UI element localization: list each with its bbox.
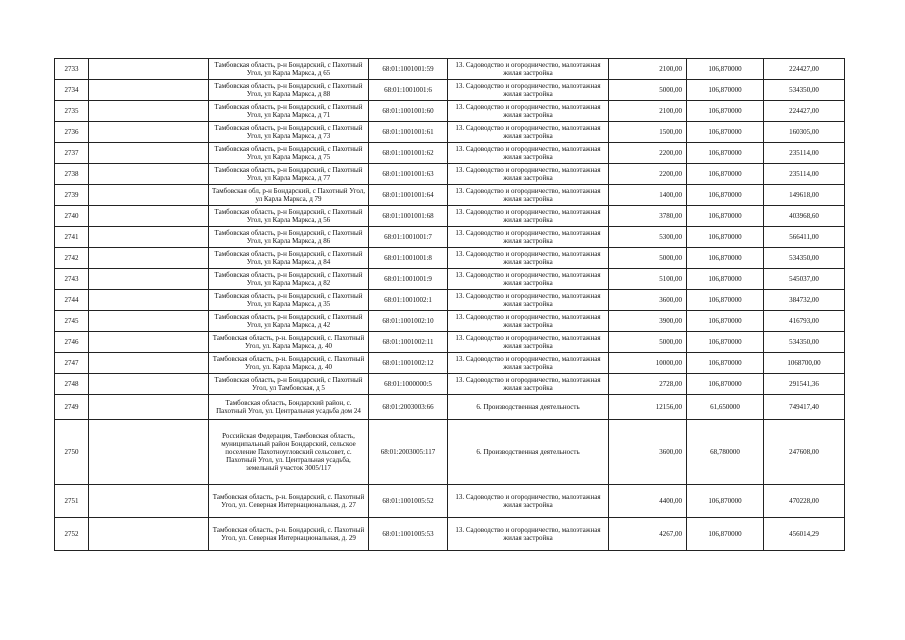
land-use-cell: 13. Садоводство и огородничество, малоэтажная жилая застройка bbox=[448, 311, 609, 332]
address-cell: Тамбовская область, р-н. Бондарский, с. Пахотный Угол, ул. Северная Интернациональная, д. 27 bbox=[209, 485, 369, 518]
spacer-cell bbox=[89, 374, 209, 395]
cadastral-number-cell: 68:01:1001005:53 bbox=[369, 518, 448, 551]
row-number-cell: 2734 bbox=[55, 80, 89, 101]
land-use-cell: 13. Садоводство и огородничество, малоэтажная жилая застройка bbox=[448, 185, 609, 206]
table-row bbox=[55, 101, 845, 122]
area-cell: 5000,00 bbox=[609, 248, 687, 269]
table-row bbox=[55, 395, 845, 420]
land-use-cell: 13. Садоводство и огородничество, малоэтажная жилая застройка bbox=[448, 485, 609, 518]
area-cell: 5000,00 bbox=[609, 332, 687, 353]
specific-value-cell: 106,870000 bbox=[687, 227, 764, 248]
spacer-cell bbox=[89, 59, 209, 80]
cadastral-number-cell: 68:01:1001002:11 bbox=[369, 332, 448, 353]
cadastral-value-table bbox=[54, 58, 845, 551]
cadastral-value-cell: 470228,00 bbox=[764, 485, 845, 518]
cadastral-value-cell: 224427,00 bbox=[764, 59, 845, 80]
table-row bbox=[55, 227, 845, 248]
area-cell: 4400,00 bbox=[609, 485, 687, 518]
area-cell: 2728,00 bbox=[609, 374, 687, 395]
spacer-cell bbox=[89, 143, 209, 164]
table-row bbox=[55, 206, 845, 227]
specific-value-cell: 106,870000 bbox=[687, 518, 764, 551]
land-use-cell: 13. Садоводство и огородничество, малоэтажная жилая застройка bbox=[448, 164, 609, 185]
area-cell: 5300,00 bbox=[609, 227, 687, 248]
address-cell: Тамбовская область, р-н Бондарский, с Пахотный Угол, ул Карла Маркса, д 42 bbox=[209, 311, 369, 332]
land-use-cell: 13. Садоводство и огородничество, малоэтажная жилая застройка bbox=[448, 518, 609, 551]
address-cell: Тамбовская область, р-н Бондарский, с Пахотный Угол, ул Карла Маркса, д 82 bbox=[209, 269, 369, 290]
cadastral-number-cell: 68:01:1001001:63 bbox=[369, 164, 448, 185]
specific-value-cell: 106,870000 bbox=[687, 59, 764, 80]
row-number-cell: 2750 bbox=[55, 420, 89, 485]
table-row bbox=[55, 290, 845, 311]
land-use-cell: 13. Садоводство и огородничество, малоэтажная жилая застройка bbox=[448, 248, 609, 269]
row-number-cell: 2733 bbox=[55, 59, 89, 80]
cadastral-number-cell: 68:01:1001002:10 bbox=[369, 311, 448, 332]
land-use-cell: 13. Садоводство и огородничество, малоэтажная жилая застройка bbox=[448, 269, 609, 290]
cadastral-number-cell: 68:01:1001001:9 bbox=[369, 269, 448, 290]
cadastral-value-cell: 456014,29 bbox=[764, 518, 845, 551]
row-number-cell: 2747 bbox=[55, 353, 89, 374]
spacer-cell bbox=[89, 122, 209, 143]
spacer-cell bbox=[89, 420, 209, 485]
cadastral-number-cell: 68:01:1000000:5 bbox=[369, 374, 448, 395]
address-cell: Тамбовская обл, р-н Бондарский, с Пахотный Угол, ул Карла Маркса, д 79 bbox=[209, 185, 369, 206]
table-row bbox=[55, 353, 845, 374]
row-number-cell: 2746 bbox=[55, 332, 89, 353]
specific-value-cell: 106,870000 bbox=[687, 374, 764, 395]
table-row bbox=[55, 374, 845, 395]
table-row bbox=[55, 420, 845, 485]
row-number-cell: 2736 bbox=[55, 122, 89, 143]
specific-value-cell: 106,870000 bbox=[687, 101, 764, 122]
area-cell: 4267,00 bbox=[609, 518, 687, 551]
spacer-cell bbox=[89, 206, 209, 227]
address-cell: Тамбовская область, р-н Бондарский, с Пахотный Угол, ул Карла Маркса, д 65 bbox=[209, 59, 369, 80]
land-use-cell: 13. Садоводство и огородничество, малоэтажная жилая застройка bbox=[448, 374, 609, 395]
address-cell: Тамбовская область, р-н Бондарский, с Пахотный Угол, ул Карла Маркса, д 35 bbox=[209, 290, 369, 311]
land-use-cell: 13. Садоводство и огородничество, малоэтажная жилая застройка bbox=[448, 59, 609, 80]
land-use-cell: 13. Садоводство и огородничество, малоэтажная жилая застройка bbox=[448, 332, 609, 353]
area-cell: 2100,00 bbox=[609, 59, 687, 80]
row-number-cell: 2745 bbox=[55, 311, 89, 332]
spacer-cell bbox=[89, 311, 209, 332]
specific-value-cell: 106,870000 bbox=[687, 485, 764, 518]
land-use-cell: 13. Садоводство и огородничество, малоэтажная жилая застройка bbox=[448, 290, 609, 311]
land-use-cell: 13. Садоводство и огородничество, малоэтажная жилая застройка bbox=[448, 227, 609, 248]
table-row bbox=[55, 59, 845, 80]
row-number-cell: 2739 bbox=[55, 185, 89, 206]
cadastral-value-cell: 749417,40 bbox=[764, 395, 845, 420]
address-cell: Тамбовская область, р-н Бондарский, с Пахотный Угол, ул Карла Маркса, д 73 bbox=[209, 122, 369, 143]
cadastral-value-cell: 566411,00 bbox=[764, 227, 845, 248]
specific-value-cell: 68,780000 bbox=[687, 420, 764, 485]
address-cell: Тамбовская область, р-н Бондарский, с Пахотный Угол, ул Карла Маркса, д 86 bbox=[209, 227, 369, 248]
specific-value-cell: 106,870000 bbox=[687, 164, 764, 185]
cadastral-number-cell: 68:01:1001001:8 bbox=[369, 248, 448, 269]
spacer-cell bbox=[89, 395, 209, 420]
spacer-cell bbox=[89, 332, 209, 353]
table-row bbox=[55, 164, 845, 185]
address-cell: Тамбовская область, р-н Бондарский, с Пахотный Угол, ул Тамбовская, д 5 bbox=[209, 374, 369, 395]
cadastral-value-cell: 384732,00 bbox=[764, 290, 845, 311]
cadastral-value-cell: 235114,00 bbox=[764, 143, 845, 164]
cadastral-number-cell: 68:01:1001002:1 bbox=[369, 290, 448, 311]
table-row bbox=[55, 311, 845, 332]
cadastral-value-cell: 534350,00 bbox=[764, 248, 845, 269]
cadastral-number-cell: 68:01:2003005:117 bbox=[369, 420, 448, 485]
row-number-cell: 2741 bbox=[55, 227, 89, 248]
area-cell: 1500,00 bbox=[609, 122, 687, 143]
spacer-cell bbox=[89, 485, 209, 518]
cadastral-number-cell: 68:01:1001002:12 bbox=[369, 353, 448, 374]
cadastral-value-cell: 403968,60 bbox=[764, 206, 845, 227]
cadastral-value-cell: 291541,36 bbox=[764, 374, 845, 395]
address-cell: Тамбовская область, Бондарский район, с. Пахотный Угол, ул. Центральная усадьба дом 24 bbox=[209, 395, 369, 420]
row-number-cell: 2751 bbox=[55, 485, 89, 518]
specific-value-cell: 106,870000 bbox=[687, 269, 764, 290]
specific-value-cell: 106,870000 bbox=[687, 80, 764, 101]
cadastral-value-cell: 534350,00 bbox=[764, 80, 845, 101]
row-number-cell: 2740 bbox=[55, 206, 89, 227]
table-row bbox=[55, 269, 845, 290]
area-cell: 3900,00 bbox=[609, 311, 687, 332]
cadastral-number-cell: 68:01:1001001:61 bbox=[369, 122, 448, 143]
area-cell: 5100,00 bbox=[609, 269, 687, 290]
address-cell: Тамбовская область, р-н Бондарский, с Пахотный Угол, ул Карла Маркса, д 77 bbox=[209, 164, 369, 185]
cadastral-number-cell: 68:01:1001001:64 bbox=[369, 185, 448, 206]
spacer-cell bbox=[89, 290, 209, 311]
spacer-cell bbox=[89, 185, 209, 206]
area-cell: 5000,00 bbox=[609, 80, 687, 101]
land-use-cell: 13. Садоводство и огородничество, малоэтажная жилая застройка bbox=[448, 101, 609, 122]
table-body bbox=[55, 59, 845, 551]
land-use-cell: 13. Садоводство и огородничество, малоэтажная жилая застройка bbox=[448, 353, 609, 374]
table-row bbox=[55, 143, 845, 164]
specific-value-cell: 106,870000 bbox=[687, 248, 764, 269]
specific-value-cell: 106,870000 bbox=[687, 332, 764, 353]
spacer-cell bbox=[89, 518, 209, 551]
spacer-cell bbox=[89, 101, 209, 122]
cadastral-number-cell: 68:01:1001001:7 bbox=[369, 227, 448, 248]
area-cell: 3600,00 bbox=[609, 290, 687, 311]
address-cell: Российская Федерация, Тамбовская область, муниципальный район Бондарский, сельское поселение Пахотноугловский сельсовет, с. Пахотный Угол, ул. Центральная усадьба, земельный участок 3005/117 bbox=[209, 420, 369, 485]
area-cell: 3780,00 bbox=[609, 206, 687, 227]
cadastral-number-cell: 68:01:1001001:59 bbox=[369, 59, 448, 80]
area-cell: 2100,00 bbox=[609, 101, 687, 122]
table-row bbox=[55, 518, 845, 551]
row-number-cell: 2743 bbox=[55, 269, 89, 290]
address-cell: Тамбовская область, р-н Бондарский, с Пахотный Угол, ул Карла Маркса, д 56 bbox=[209, 206, 369, 227]
land-use-cell: 13. Садоводство и огородничество, малоэтажная жилая застройка bbox=[448, 122, 609, 143]
area-cell: 10000,00 bbox=[609, 353, 687, 374]
address-cell: Тамбовская область, р-н. Бондарский, с. Пахотный Угол, ул. Карла Маркса, д. 40 bbox=[209, 353, 369, 374]
table-row bbox=[55, 80, 845, 101]
table-row bbox=[55, 185, 845, 206]
row-number-cell: 2749 bbox=[55, 395, 89, 420]
cadastral-value-cell: 416793,00 bbox=[764, 311, 845, 332]
cadastral-value-cell: 149618,00 bbox=[764, 185, 845, 206]
area-cell: 2200,00 bbox=[609, 143, 687, 164]
spacer-cell bbox=[89, 248, 209, 269]
table-row bbox=[55, 485, 845, 518]
row-number-cell: 2742 bbox=[55, 248, 89, 269]
cadastral-number-cell: 68:01:1001001:60 bbox=[369, 101, 448, 122]
row-number-cell: 2735 bbox=[55, 101, 89, 122]
row-number-cell: 2744 bbox=[55, 290, 89, 311]
address-cell: Тамбовская область, р-н Бондарский, с Пахотный Угол, ул Карла Маркса, д 88 bbox=[209, 80, 369, 101]
address-cell: Тамбовская область, р-н. Бондарский, с. Пахотный Угол, ул. Северная Интернациональная, д. 29 bbox=[209, 518, 369, 551]
cadastral-number-cell: 68:01:1001001:62 bbox=[369, 143, 448, 164]
land-use-cell: 6. Производственная деятельность bbox=[448, 420, 609, 485]
address-cell: Тамбовская область, р-н Бондарский, с Пахотный Угол, ул Карла Маркса, д 75 bbox=[209, 143, 369, 164]
land-use-cell: 13. Садоводство и огородничество, малоэтажная жилая застройка bbox=[448, 143, 609, 164]
cadastral-value-cell: 545037,00 bbox=[764, 269, 845, 290]
row-number-cell: 2752 bbox=[55, 518, 89, 551]
specific-value-cell: 106,870000 bbox=[687, 311, 764, 332]
area-cell: 3600,00 bbox=[609, 420, 687, 485]
specific-value-cell: 106,870000 bbox=[687, 185, 764, 206]
land-use-cell: 13. Садоводство и огородничество, малоэтажная жилая застройка bbox=[448, 206, 609, 227]
cadastral-value-cell: 235114,00 bbox=[764, 164, 845, 185]
land-use-cell: 13. Садоводство и огородничество, малоэтажная жилая застройка bbox=[448, 80, 609, 101]
row-number-cell: 2737 bbox=[55, 143, 89, 164]
specific-value-cell: 106,870000 bbox=[687, 122, 764, 143]
cadastral-value-cell: 224427,00 bbox=[764, 101, 845, 122]
cadastral-value-cell: 160305,00 bbox=[764, 122, 845, 143]
specific-value-cell: 106,870000 bbox=[687, 353, 764, 374]
spacer-cell bbox=[89, 269, 209, 290]
area-cell: 2200,00 bbox=[609, 164, 687, 185]
cadastral-number-cell: 68:01:1001005:52 bbox=[369, 485, 448, 518]
specific-value-cell: 61,650000 bbox=[687, 395, 764, 420]
cadastral-number-cell: 68:01:1001001:6 bbox=[369, 80, 448, 101]
cadastral-value-cell: 1068700,00 bbox=[764, 353, 845, 374]
specific-value-cell: 106,870000 bbox=[687, 206, 764, 227]
row-number-cell: 2738 bbox=[55, 164, 89, 185]
specific-value-cell: 106,870000 bbox=[687, 143, 764, 164]
cadastral-number-cell: 68:01:2003003:66 bbox=[369, 395, 448, 420]
land-use-cell: 6. Производственная деятельность bbox=[448, 395, 609, 420]
spacer-cell bbox=[89, 164, 209, 185]
spacer-cell bbox=[89, 353, 209, 374]
specific-value-cell: 106,870000 bbox=[687, 290, 764, 311]
cadastral-value-cell: 247608,00 bbox=[764, 420, 845, 485]
cadastral-number-cell: 68:01:1001001:68 bbox=[369, 206, 448, 227]
spacer-cell bbox=[89, 227, 209, 248]
address-cell: Тамбовская область, р-н Бондарский, с Пахотный Угол, ул Карла Маркса, д 84 bbox=[209, 248, 369, 269]
address-cell: Тамбовская область, р-н. Бондарский, с. Пахотный Угол, ул. Карла Маркса, д. 40 bbox=[209, 332, 369, 353]
area-cell: 1400,00 bbox=[609, 185, 687, 206]
area-cell: 12156,00 bbox=[609, 395, 687, 420]
row-number-cell: 2748 bbox=[55, 374, 89, 395]
table-row bbox=[55, 248, 845, 269]
cadastral-value-cell: 534350,00 bbox=[764, 332, 845, 353]
table-row bbox=[55, 122, 845, 143]
spacer-cell bbox=[89, 80, 209, 101]
table-row bbox=[55, 332, 845, 353]
address-cell: Тамбовская область, р-н Бондарский, с Пахотный Угол, ул Карла Маркса, д 71 bbox=[209, 101, 369, 122]
